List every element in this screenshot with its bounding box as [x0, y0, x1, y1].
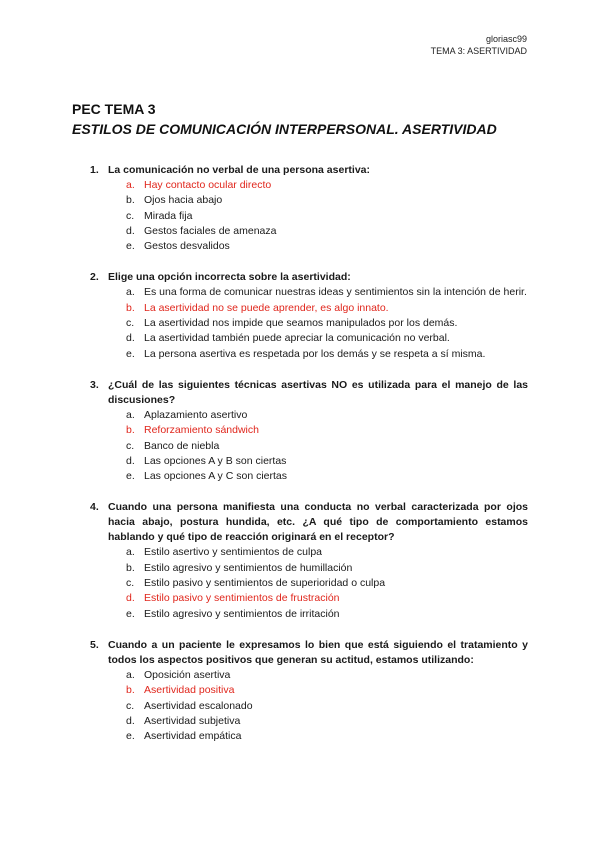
question-heading — [90, 163, 528, 178]
option-list — [90, 178, 528, 254]
option-text: Asertividad escalonado — [144, 699, 253, 712]
option — [90, 561, 528, 576]
option — [90, 607, 528, 622]
option-letter: b. — [126, 424, 135, 437]
option-text: Gestos faciales de amenaza — [144, 224, 277, 237]
option — [90, 576, 528, 591]
option-text: Estilo pasivo y sentimientos de frustración — [144, 592, 340, 605]
option-text: Hay contacto ocular directo — [144, 179, 272, 191]
question-number: 1. — [90, 164, 99, 176]
option-letter: e. — [126, 470, 135, 483]
option — [90, 454, 528, 469]
question-5 — [90, 638, 528, 744]
option — [90, 239, 528, 254]
option-letter: a. — [126, 668, 135, 681]
option-letter: c. — [126, 209, 135, 222]
question-4 — [90, 500, 528, 621]
option-text: Estilo asertivo y sentimientos de culpa — [144, 546, 323, 559]
question-number: 4. — [90, 501, 99, 514]
option-text: Aplazamiento asertivo — [144, 408, 248, 421]
option-list — [90, 285, 528, 361]
option-text: Ojos hacia abajo — [144, 194, 223, 207]
option-text: Asertividad empática — [144, 730, 242, 743]
option — [90, 439, 528, 454]
question-number: 5. — [90, 638, 99, 651]
document-subtitle: ESTILOS DE COMUNICACIÓN INTERPERSONAL. ASERTIVIDAD — [72, 121, 497, 137]
option-letter: a. — [126, 546, 135, 559]
option-text: Gestos desvalidos — [144, 240, 230, 253]
option-letter: b. — [126, 684, 135, 697]
option — [90, 285, 528, 300]
option-letter: c. — [126, 699, 135, 712]
option-text: La persona asertiva es respetada por los demás y se respeta a sí misma. — [144, 347, 486, 360]
option-letter: d. — [126, 592, 135, 605]
option-text: Las opciones A y C son ciertas — [144, 470, 287, 483]
option — [90, 545, 528, 560]
option — [90, 729, 528, 744]
option-text: Estilo agresivo y sentimientos de irritación — [144, 607, 340, 620]
document-title: PEC TEMA 3 — [72, 101, 156, 117]
option-text: Banco de niebla — [144, 439, 220, 452]
option-letter: b. — [126, 301, 135, 314]
option-correct — [90, 301, 528, 316]
question-heading — [90, 500, 528, 545]
option — [90, 668, 528, 683]
option — [90, 714, 528, 729]
option-correct — [90, 683, 528, 698]
question-list — [90, 163, 528, 760]
option-text: Las opciones A y B son ciertas — [144, 454, 287, 467]
header-author: gloriasc99 — [485, 34, 527, 44]
option-text: Estilo pasivo y sentimientos de superioridad o culpa — [144, 577, 386, 590]
option-text: Estilo agresivo y sentimientos de humillación — [144, 561, 353, 574]
option-text: Asertividad subjetiva — [144, 714, 241, 727]
question-number: 3. — [90, 378, 99, 391]
option-list — [90, 668, 528, 744]
question-2 — [90, 270, 528, 361]
option-text: Reforzamiento sándwich — [144, 424, 259, 437]
option-text: Mirada fija — [144, 209, 193, 222]
option-text: Asertividad positiva — [144, 684, 235, 697]
option-letter: a. — [126, 179, 135, 191]
option-letter: e. — [126, 607, 135, 620]
option-letter: a. — [126, 408, 135, 421]
option-letter: d. — [126, 332, 135, 345]
option — [90, 209, 528, 224]
option-text: La asertividad nos impide que seamos manipulados por los demás. — [144, 317, 458, 330]
option-letter: a. — [126, 286, 135, 299]
option-correct — [90, 591, 528, 606]
page-header — [431, 33, 527, 57]
option-letter: b. — [126, 561, 135, 574]
option — [90, 699, 528, 714]
option-text: Oposición asertiva — [144, 668, 231, 681]
question-text: ¿Cuál de las siguientes técnicas asertivas NO es utilizada para el manejo de las discusiones? — [108, 378, 528, 406]
option — [90, 316, 528, 331]
question-text: La comunicación no verbal de una persona asertiva: — [108, 164, 370, 176]
option-letter: c. — [126, 317, 135, 330]
question-heading — [90, 378, 528, 408]
question-3 — [90, 378, 528, 484]
question-number: 2. — [90, 271, 99, 284]
question-text: Cuando una persona manifiesta una conducta no verbal caracterizada por ojos hacia abajo, postura hundida, etc. ¿A qué tipo de comportamiento estamos hablando y qué tipo de reacción originará en el receptor? — [108, 501, 528, 544]
option — [90, 224, 528, 239]
option-letter: d. — [126, 714, 135, 727]
option-correct — [90, 423, 528, 438]
option-text: La asertividad también puede apreciar la comunicación no verbal. — [144, 332, 450, 345]
option-letter: c. — [126, 577, 135, 590]
option-list — [90, 545, 528, 621]
option-text: La asertividad no se puede aprender, es algo innato. — [144, 301, 389, 314]
question-text: Cuando a un paciente le expresamos lo bien que está siguiendo el tratamiento y todos los aspectos positivos que generan su actitud, estamos utilizando: — [108, 638, 528, 666]
option — [90, 408, 528, 423]
option-letter: e. — [126, 730, 135, 743]
option — [90, 193, 528, 208]
option — [90, 469, 528, 484]
option-correct — [90, 178, 528, 193]
option-letter: d. — [126, 454, 135, 467]
option — [90, 347, 528, 362]
question-text: Elige una opción incorrecta sobre la asertividad: — [108, 271, 351, 284]
option-list — [90, 408, 528, 484]
option-letter: b. — [126, 194, 135, 207]
option-text: Es una forma de comunicar nuestras ideas y sentimientos sin la intención de herir. — [144, 286, 527, 299]
option — [90, 331, 528, 346]
option-letter: e. — [126, 240, 135, 253]
option-letter: d. — [126, 224, 135, 237]
question-1 — [90, 163, 528, 254]
option-letter: e. — [126, 347, 135, 360]
question-heading — [90, 638, 528, 668]
header-topic: TEMA 3: ASERTIVIDAD — [430, 46, 527, 56]
question-heading — [90, 270, 528, 285]
option-letter: c. — [126, 439, 135, 452]
